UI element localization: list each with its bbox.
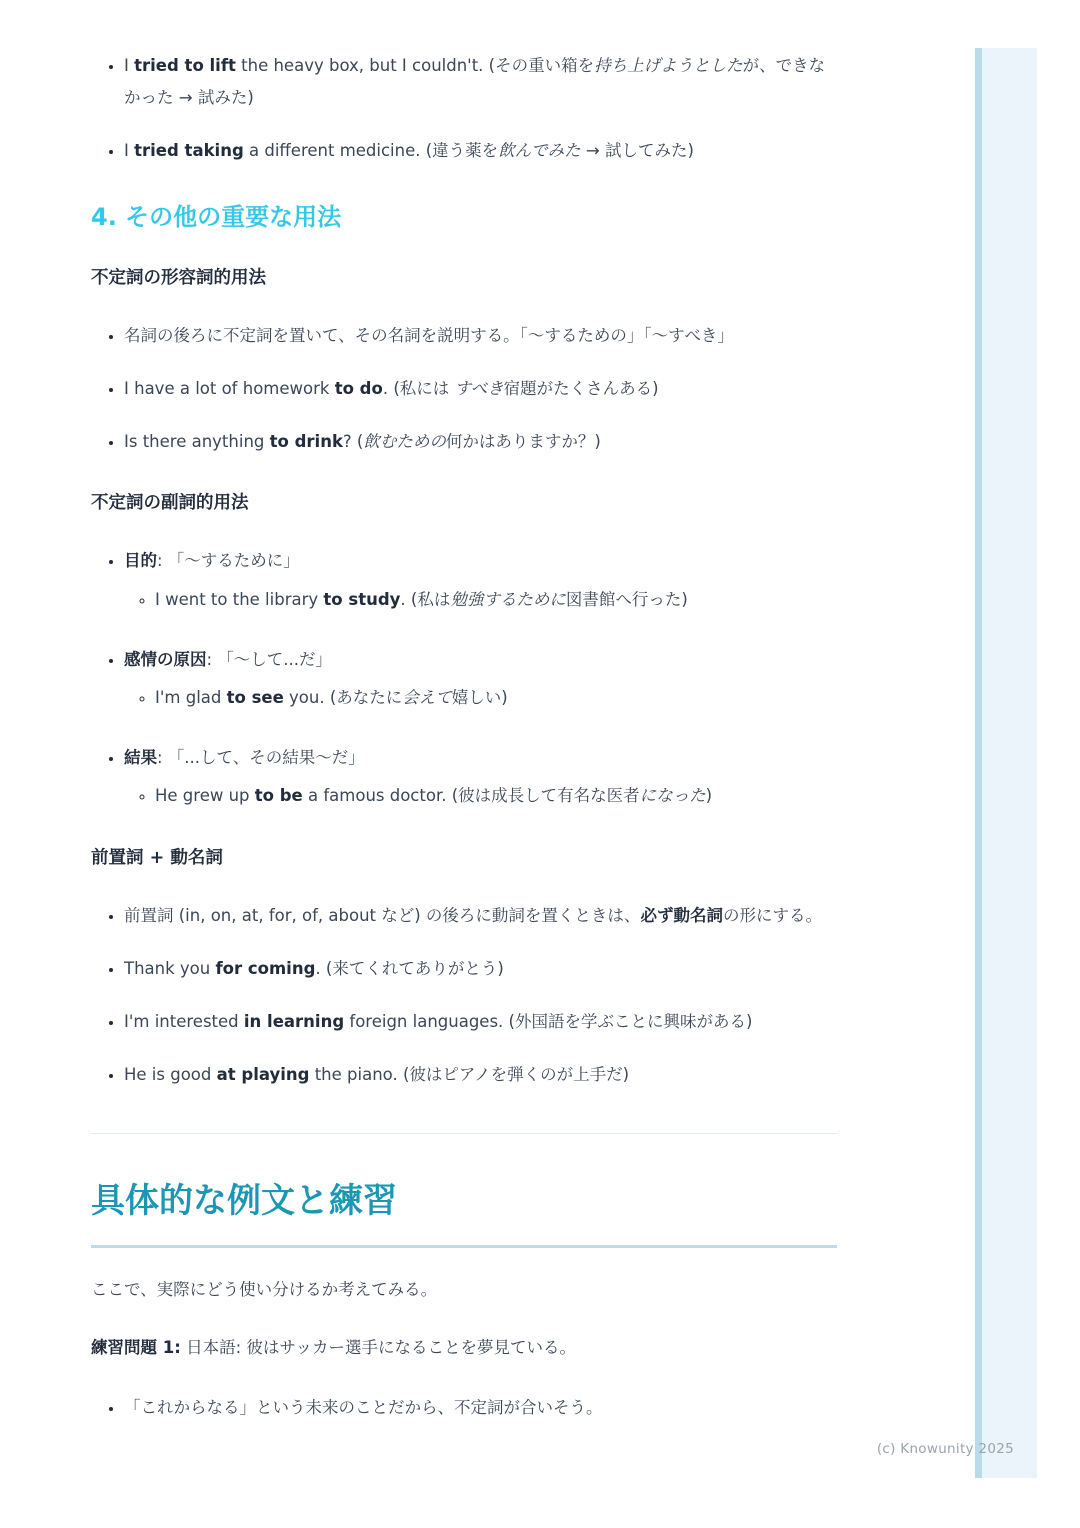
nested-example-list [124, 584, 837, 616]
section-heading-other-usages: 4. その他の重要な用法 [91, 202, 342, 231]
copyright-footer: (c) Knowunity 2025 [876, 1441, 1014, 1457]
list-item: ◦ I'm glad to see you. (あなたに会えて嬉しい) [155, 682, 837, 714]
practice-hint-list [91, 1392, 837, 1424]
adverb-usage-list [91, 545, 837, 812]
list-item [124, 545, 837, 615]
list-item: • He is good at playing the piano. (彼はピアノを弾くのが上手だ) [124, 1059, 837, 1091]
page-edge-highlight-strip [975, 48, 1037, 1478]
list-item: • I tried to lift the heavy box, but I couldn't. (その重い箱を持ち上げようとしたが、できなかった → 試みた) [124, 50, 837, 114]
list-item: ◦ He grew up to be a famous doctor. (彼は成長して有名な医者になった) [155, 780, 837, 812]
list-item: • Is there anything to drink? (飲むための何かはありますか？) [124, 426, 837, 458]
subheading-preposition-gerund: 前置詞 + 動名詞 [91, 847, 223, 868]
list-item: ◦ I went to the library to study. (私は勉強するために図書館へ行った) [155, 584, 837, 616]
list-item: • 「これからなる」という未来のことだから、不定詞が合いそう。 [124, 1392, 837, 1424]
adjective-usage-list [91, 320, 837, 459]
list-item-label: 目的: 「〜するために」 [124, 551, 300, 571]
list-item-label: 結果: 「...して、その結果〜だ」 [124, 748, 365, 768]
list-item: • 名詞の後ろに不定詞を置いて、その名詞を説明する。「〜するための」「〜すべき」 [124, 320, 837, 352]
section-heading-examples-practice: 具体的な例文と練習 [91, 1180, 837, 1248]
subheading-adverb-usage: 不定詞の副詞的用法 [91, 493, 249, 514]
tried-examples-list [91, 50, 837, 168]
list-item [124, 644, 837, 714]
list-item: • 前置詞 (in, on, at, for, of, about など) の後ろに動詞を置くときは、必ず動名詞の形にする。 [124, 900, 837, 932]
practice-problem-text: 練習問題 1: 日本語: 彼はサッカー選手になることを夢見ている。 [91, 1337, 577, 1357]
section-divider [91, 1133, 837, 1134]
examples-intro-text: ここで、実際にどう使い分けるか考えてみる。 [91, 1279, 438, 1299]
list-item: • I'm interested in learning foreign languages. (外国語を学ぶことに興味がある) [124, 1006, 837, 1038]
list-item: • I tried taking a different medicine. (違う薬を飲んでみた → 試してみた) [124, 135, 837, 167]
list-item [124, 742, 837, 812]
list-item: • I have a lot of homework to do. (私には すべき宿題がたくさんある) [124, 373, 837, 405]
preposition-gerund-list [91, 900, 837, 1092]
nested-example-list [124, 682, 837, 714]
list-item: • Thank you for coming. (来てくれてありがとう) [124, 953, 837, 985]
document-body [91, 50, 837, 1445]
nested-example-list [124, 780, 837, 812]
list-item-label: 感情の原因: 「〜して...だ」 [124, 649, 333, 669]
subheading-adjective-usage: 不定詞の形容詞的用法 [91, 267, 266, 288]
